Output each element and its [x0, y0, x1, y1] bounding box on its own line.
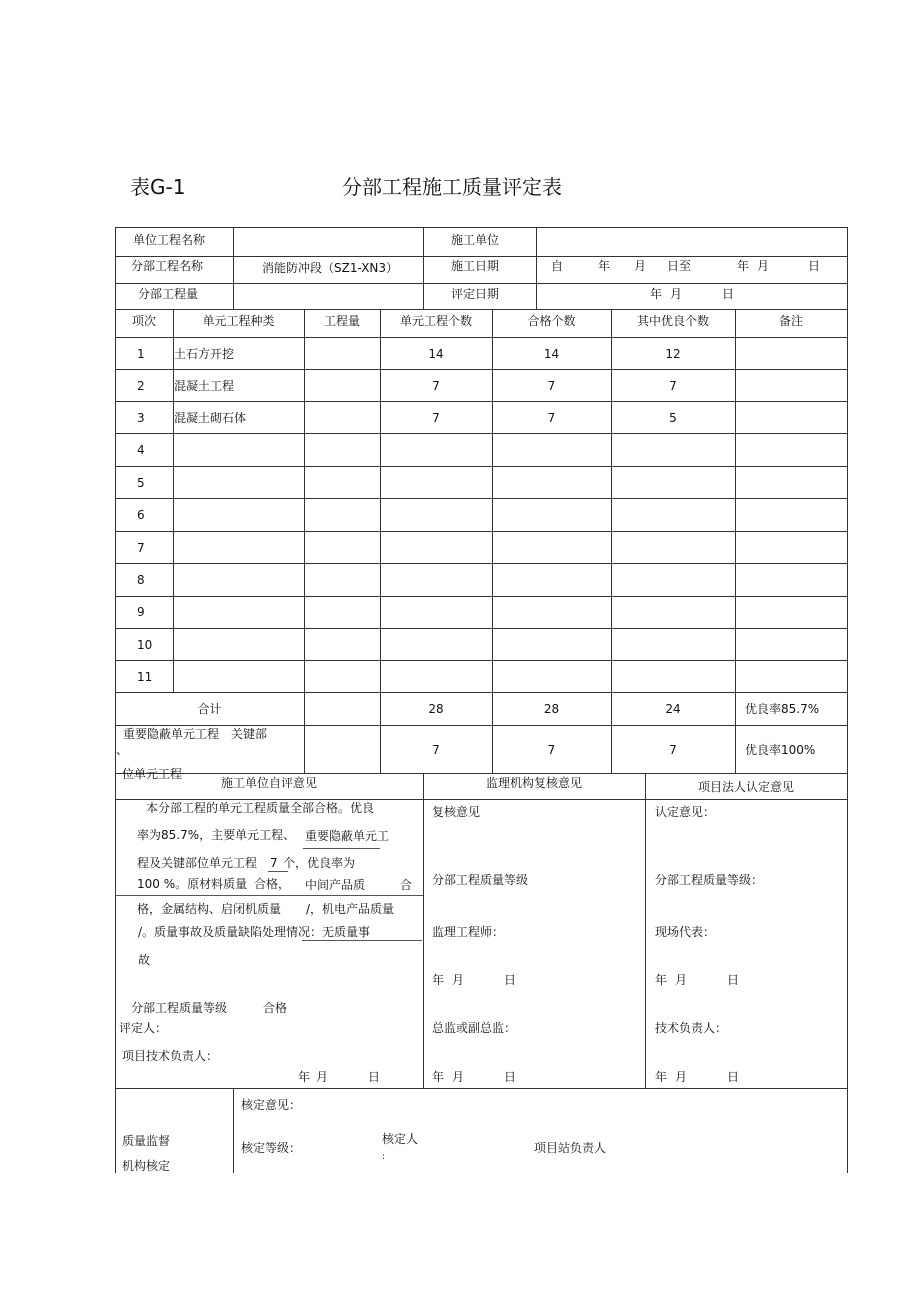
self-line-6: /。质量事故及质量缺陷处理情况：无质量事 [138, 925, 371, 939]
eval-day: 日 [722, 287, 735, 301]
evaluator-label: 评定人： [119, 1021, 168, 1035]
key-label-line3: 位单元工程 [122, 767, 183, 781]
own-rep-label: 现场代表： [655, 925, 716, 939]
date-month-1: 月 [634, 259, 647, 273]
col-header-pass: 合格个数 [527, 314, 576, 328]
total-label: 合计 [197, 702, 222, 716]
key-pass: 7 [547, 743, 556, 757]
col-header-type: 单元工程种类 [202, 314, 275, 328]
self-line-3c: 个，优良率为 [283, 856, 356, 870]
sup-date1-month: 月 [452, 973, 465, 987]
row-pass: 7 [547, 379, 556, 393]
row-pass: 7 [547, 411, 556, 425]
date-from: 自 [551, 259, 564, 273]
row-no: 3 [137, 411, 145, 425]
self-line-2b: 重要隐蔽单元工 [305, 829, 390, 843]
supervision-label-2: 机构核定 [122, 1159, 171, 1173]
self-line-3a: 程及关键部位单元工程 [137, 856, 258, 870]
date-year-2: 年 [737, 259, 750, 273]
row-good: 12 [665, 347, 681, 361]
self-line-4c: 中间产品质 [305, 878, 366, 892]
row-no: 8 [137, 573, 145, 587]
col-header-units: 单元工程个数 [399, 314, 472, 328]
sup-date2-year: 年 [432, 1070, 445, 1084]
contractor-label: 施工单位 [451, 233, 500, 247]
own-date2-month: 月 [675, 1070, 688, 1084]
row-no: 10 [137, 638, 153, 652]
self-line-5a: 格，金属结构、启闭机质量 [137, 902, 282, 916]
own-grade-label: 分部工程质量等级： [655, 873, 764, 887]
self-date-day: 日 [368, 1070, 381, 1084]
row-no: 4 [137, 443, 145, 457]
self-line-7: 故 [138, 953, 151, 967]
row-no: 9 [137, 605, 145, 619]
division-value[interactable]: 消能防冲段（SZ1-XN3） [262, 261, 399, 275]
quantity-label: 分部工程量 [138, 287, 199, 301]
row-no: 11 [137, 670, 153, 684]
eval-month: 月 [670, 287, 683, 301]
own-tech-label: 技术负责人： [655, 1021, 728, 1035]
sup-chief-label: 总监或副总监： [432, 1021, 517, 1035]
self-line-4d: 合 [400, 878, 413, 892]
self-eval-header: 施工单位自评意见 [220, 776, 317, 790]
own-date2-day: 日 [727, 1070, 740, 1084]
self-grade-value: 合格 [263, 1001, 288, 1015]
row-type: 混凝土砌石体 [174, 411, 247, 425]
total-good: 24 [665, 702, 681, 716]
key-units: 7 [432, 743, 440, 757]
sup-date1-day: 日 [504, 973, 517, 987]
supervision-approver-label: 核定人 [382, 1132, 419, 1146]
self-line-2a: 率为85.7%，主要单元工程、 [137, 828, 296, 842]
row-type: 混凝土工程 [174, 379, 235, 393]
construction-date-label: 施工日期 [451, 259, 500, 273]
date-day-to: 日至 [667, 259, 692, 273]
self-line-5b: /，机电产品质量 [306, 902, 395, 916]
row-no: 1 [137, 347, 145, 361]
total-units: 28 [428, 702, 444, 716]
sup-engineer-label: 监理工程师： [432, 925, 505, 939]
key-label-line2: 、 [116, 743, 129, 757]
sup-review-label: 复核意见 [432, 805, 481, 819]
self-date-year: 年 [298, 1070, 311, 1084]
supervision-approver-colon: : [382, 1152, 386, 1162]
col-header-no: 项次 [131, 314, 156, 328]
date-month-2: 月 [757, 259, 770, 273]
supervision-opinion-label: 核定意见： [241, 1098, 302, 1112]
key-note: 优良率100% [745, 743, 816, 757]
row-units: 14 [428, 347, 444, 361]
row-type: 土石方开挖 [174, 347, 235, 361]
supervision-label-1: 质量监督 [122, 1134, 171, 1148]
row-no: 6 [137, 508, 145, 522]
eval-year: 年 [650, 287, 663, 301]
sup-date2-day: 日 [504, 1070, 517, 1084]
self-line-4a: 100 %。原材料质量 [137, 877, 248, 891]
row-units: 7 [432, 379, 440, 393]
self-grade-label: 分部工程质量等级 [131, 1001, 228, 1015]
supervision-grade-label: 核定等级： [241, 1141, 302, 1155]
self-line-1: 本分部工程的单元工程质量全部合格。优良 [146, 801, 375, 815]
row-good: 7 [669, 379, 677, 393]
station-lead-label: 项目站负责人 [534, 1141, 607, 1155]
division-label: 分部工程名称 [131, 259, 204, 273]
own-date1-year: 年 [655, 973, 668, 987]
supervisor-header: 监理机构复核意见 [485, 776, 582, 790]
row-good: 5 [669, 411, 677, 425]
row-no: 5 [137, 476, 145, 490]
row-no: 7 [137, 541, 145, 555]
col-header-qty: 工程量 [323, 314, 360, 328]
form-code: 表G-1 [130, 175, 186, 199]
key-good: 7 [669, 743, 677, 757]
col-header-note: 备注 [778, 314, 803, 328]
sup-date2-month: 月 [452, 1070, 465, 1084]
own-date1-month: 月 [675, 973, 688, 987]
tech-lead-label: 项目技术负责人： [122, 1049, 219, 1063]
self-line-3b: 7 [270, 856, 278, 870]
total-note: 优良率85.7% [745, 702, 820, 716]
self-date-month: 月 [316, 1070, 329, 1084]
sup-grade-label: 分部工程质量等级 [432, 873, 529, 887]
self-line-4b: 合格， [254, 877, 291, 891]
date-year-1: 年 [598, 259, 611, 273]
unit-project-label: 单位工程名称 [133, 233, 206, 247]
col-header-good: 其中优良个数 [636, 314, 709, 328]
row-no: 2 [137, 379, 145, 393]
own-opinion-label: 认定意见： [655, 805, 716, 819]
own-date1-day: 日 [727, 973, 740, 987]
total-pass: 28 [543, 702, 560, 716]
key-label-line1: 重要隐蔽单元工程 关键部 [123, 727, 268, 741]
sup-date1-year: 年 [432, 973, 445, 987]
owner-header: 项目法人认定意见 [697, 780, 794, 794]
own-date2-year: 年 [655, 1070, 668, 1084]
eval-date-label: 评定日期 [451, 287, 500, 301]
row-pass: 14 [543, 347, 560, 361]
row-units: 7 [432, 411, 440, 425]
date-day-2: 日 [808, 259, 821, 273]
page-title: 分部工程施工质量评定表 [342, 175, 562, 199]
